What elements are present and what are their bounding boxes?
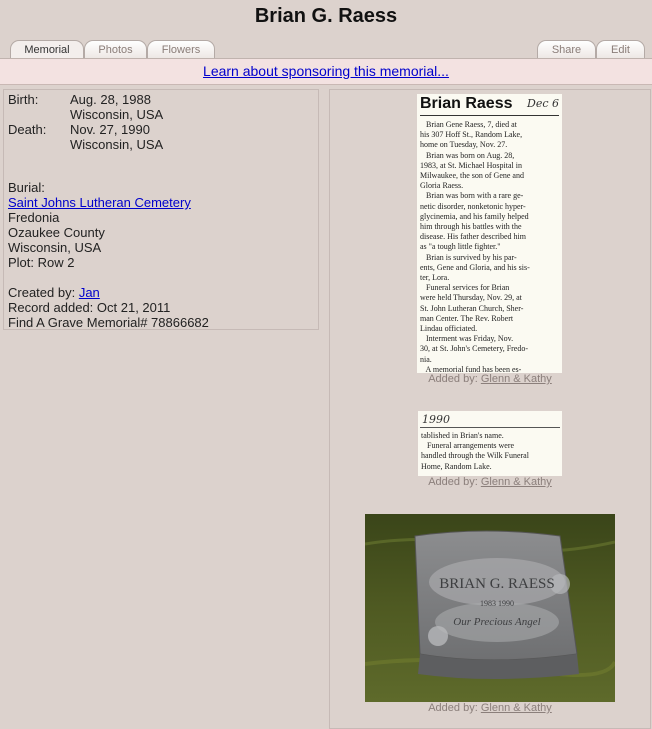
gravestone-photo[interactable] xyxy=(365,514,615,702)
share-button[interactable]: Share xyxy=(537,40,596,59)
tab-flowers[interactable]: Flowers xyxy=(147,40,215,59)
photo-2-credit xyxy=(330,476,650,488)
photo-1-credit xyxy=(330,373,650,385)
death-place: Wisconsin, USA xyxy=(70,137,164,152)
burial-county: Ozaukee County xyxy=(8,225,105,240)
added-by-label: Added by: xyxy=(428,702,478,714)
continuation-rule xyxy=(420,427,560,428)
record-added: Record added: Oct 21, 2011 xyxy=(8,300,171,315)
created-by-label: Created by: xyxy=(8,285,76,300)
tab-bar xyxy=(0,40,652,60)
stone-epitaph: Our Precious Angel xyxy=(453,616,541,628)
photo-3-credit xyxy=(330,702,650,714)
birth-label: Birth: xyxy=(8,92,39,107)
burial-state: Wisconsin, USA xyxy=(8,240,102,255)
stone-dates: 1983 1990 xyxy=(480,599,514,608)
clipping-rule xyxy=(420,115,559,116)
clipping-handwriting: Dec 6 xyxy=(527,97,559,110)
gravestone-illustration xyxy=(365,514,615,702)
memorial-details xyxy=(3,89,319,330)
memorial-id: Find A Grave Memorial# 78866682 xyxy=(8,315,209,330)
birth-date: Aug. 28, 1988 xyxy=(70,92,151,107)
photo-column xyxy=(329,89,651,729)
cemetery-link[interactable]: Saint Johns Lutheran Cemetery xyxy=(8,195,191,210)
tab-memorial[interactable]: Memorial xyxy=(10,40,84,59)
burial-city: Fredonia xyxy=(8,210,60,225)
obituary-continuation-photo[interactable] xyxy=(418,411,562,476)
creator-link[interactable]: Jan xyxy=(78,285,100,300)
sponsor-link[interactable]: Learn about sponsoring this memorial... xyxy=(203,63,449,79)
death-label: Death: xyxy=(8,122,47,137)
added-by-link[interactable]: Glenn & Kathy xyxy=(480,702,552,714)
page-title: Brian G. Raess xyxy=(254,5,398,27)
birth-place: Wisconsin, USA xyxy=(70,107,164,122)
added-by-link[interactable]: Glenn & Kathy xyxy=(480,373,552,385)
edit-button[interactable]: Edit xyxy=(596,40,645,59)
added-by-label: Added by: xyxy=(428,476,478,488)
added-by-label: Added by: xyxy=(428,373,478,385)
death-date: Nov. 27, 1990 xyxy=(70,122,150,137)
created-by xyxy=(8,285,100,300)
burial-label: Burial: xyxy=(8,180,45,195)
burial-plot: Plot: Row 2 xyxy=(8,255,75,270)
obituary-clipping-photo[interactable] xyxy=(417,94,562,373)
sponsor-banner xyxy=(0,59,652,85)
clipping-heading: Brian Raess xyxy=(420,95,513,112)
tab-photos[interactable]: Photos xyxy=(84,40,147,59)
added-by-link[interactable]: Glenn & Kathy xyxy=(480,476,552,488)
continuation-body: tablished in Brian's name. Funeral arrangements were handled through the Wilk Funeral Home, Random Lake. xyxy=(421,431,529,471)
clipping-body: Brian Gene Raess, 7, died at his 307 Hoff St., Random Lake, home on Tuesday, Nov. 27. Brian was born on Aug. 28, 1983, at St. Michael Hospital in Milwaukee, the son of Gene and Gloria Raess. Brian was born with a rare ge- netic disorder, nonketonic hyper- glycinemia, and his family helped him through his battles with the disease. His father described him as "a tough little fighter." Brian is survived by his par- ents, Gene and Gloria, and his sis- ter, Lora. Funeral services for Brian were held Thursday, Nov. 29, at St. John Lutheran Church, Sher- man Center. The Rev. Robert Lindau officiated. Interment was Friday, Nov. 30, at St. John's Cemetery, Fredo- nia. A memorial fund has been es- xyxy=(420,120,530,374)
continuation-handwriting: 1990 xyxy=(422,413,450,426)
stone-name: BRIAN G. RAESS xyxy=(439,576,555,592)
